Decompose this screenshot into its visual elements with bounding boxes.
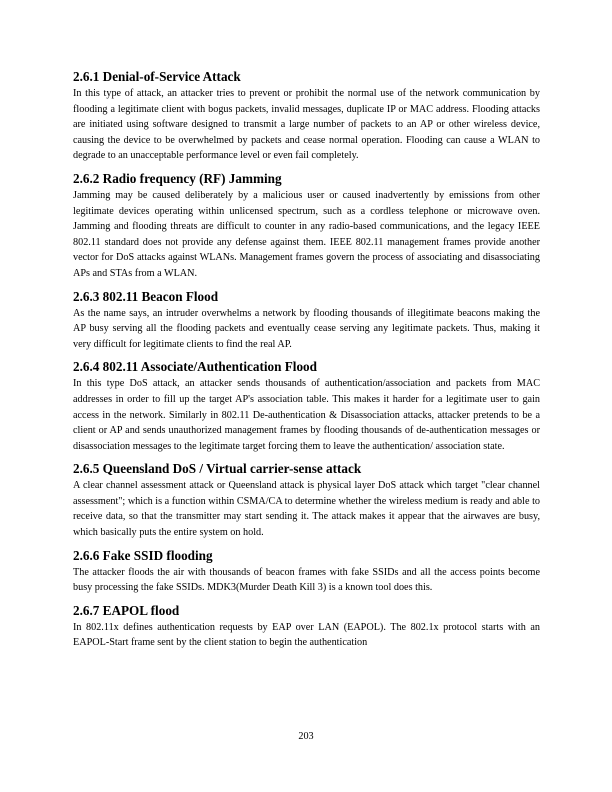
section-heading-2-6-5: 2.6.5 Queensland DoS / Virtual carrier-sense attack — [73, 461, 362, 477]
section-body-2-6-1: In this type of attack, an attacker tries to prevent or prohibit the normal use of the network communication by flooding a legitimate client with bogus packets, invalid messages, duplicate IP or MAC address. Flooding attacks are initiated using software designed to transmit a large number of packets to an AP or other wireless device, causing the device to be overwhelmed by packets and cease normal operation. Flooding can cause a WLAN to degrade to an unacceptable performance level or even fail completely. — [73, 88, 540, 162]
section-body-2-6-2: Jamming may be caused deliberately by a malicious user or caused inadvertently by emissions from other legitimate devices operating within unlicensed spectrum, such as a cordless telephone or microwave oven. Jamming and flooding threats are difficult to counter in any radio-based communications, and the legacy IEEE 802.11 standard does not provide any defense against them. IEEE 802.11 management frames provide another vector for DoS attacks against WLANs. Management frames govern the process of associating and disassociating APs and STAs from a WLAN. — [73, 189, 540, 279]
section-heading-2-6-2: 2.6.2 Radio frequency (RF) Jamming — [73, 170, 282, 186]
section-body-2-6-6: The attacker floods the air with thousands of beacon frames with fake SSIDs and all the access points become busy processing the fake SSIDs. MDK3(Murder Death Kill 3) is a known tool does this. — [73, 566, 540, 594]
section-heading-2-6-6: 2.6.6 Fake SSID flooding — [73, 547, 213, 563]
section-body-2-6-4: In this type DoS attack, an attacker sends thousands of authentication/association and packets from MAC addresses in order to fill up the target AP's association table. This makes it harder for a legitimate user to gain access in the network. Similarly in 802.11 De-authentication & Disassociation attacks, attacker pretends to be a client or AP and sends unauthorized management frames by flooding thousands of de-authentication messages or disassociation messages to the legitimate target forcing them to leave the authentication/ association state. — [73, 378, 540, 452]
page-content — [73, 68, 540, 651]
section-body-2-6-3: As the name says, an intruder overwhelms a network by flooding thousands of illegitimate beacons making the AP busy serving all the flooding packets and eventually cease serving any legitimate packets. Thus, making it very difficult for legitimate clients to find the real AP. — [73, 307, 540, 350]
section-heading-2-6-4: 2.6.4 802.11 Associate/Authentication Flood — [73, 359, 317, 375]
section-heading-2-6-1: 2.6.1 Denial-of-Service Attack — [73, 69, 241, 84]
page-number: 203 — [298, 731, 314, 742]
section-body-2-6-7: In 802.11x defines authentication requests by EAP over LAN (EAPOL). The 802.1x protocol starts with an EAPOL-Start frame sent by the client station to begin the authentication — [73, 621, 540, 649]
section-heading-2-6-3: 2.6.3 802.11 Beacon Flood — [73, 288, 219, 304]
section-body-2-6-5: A clear channel assessment attack or Queensland attack is physical layer DoS attack which target "clear channel assessment"; which is a function within CSMA/CA to determine whether the wireless medium is ready and able to receive data, so that the transmitter may start sending it. The attack makes it appear that the airwaves are busy, which basically puts the entire system on hold. — [73, 480, 540, 539]
section-heading-2-6-7: 2.6.7 EAPOL flood — [73, 602, 180, 618]
